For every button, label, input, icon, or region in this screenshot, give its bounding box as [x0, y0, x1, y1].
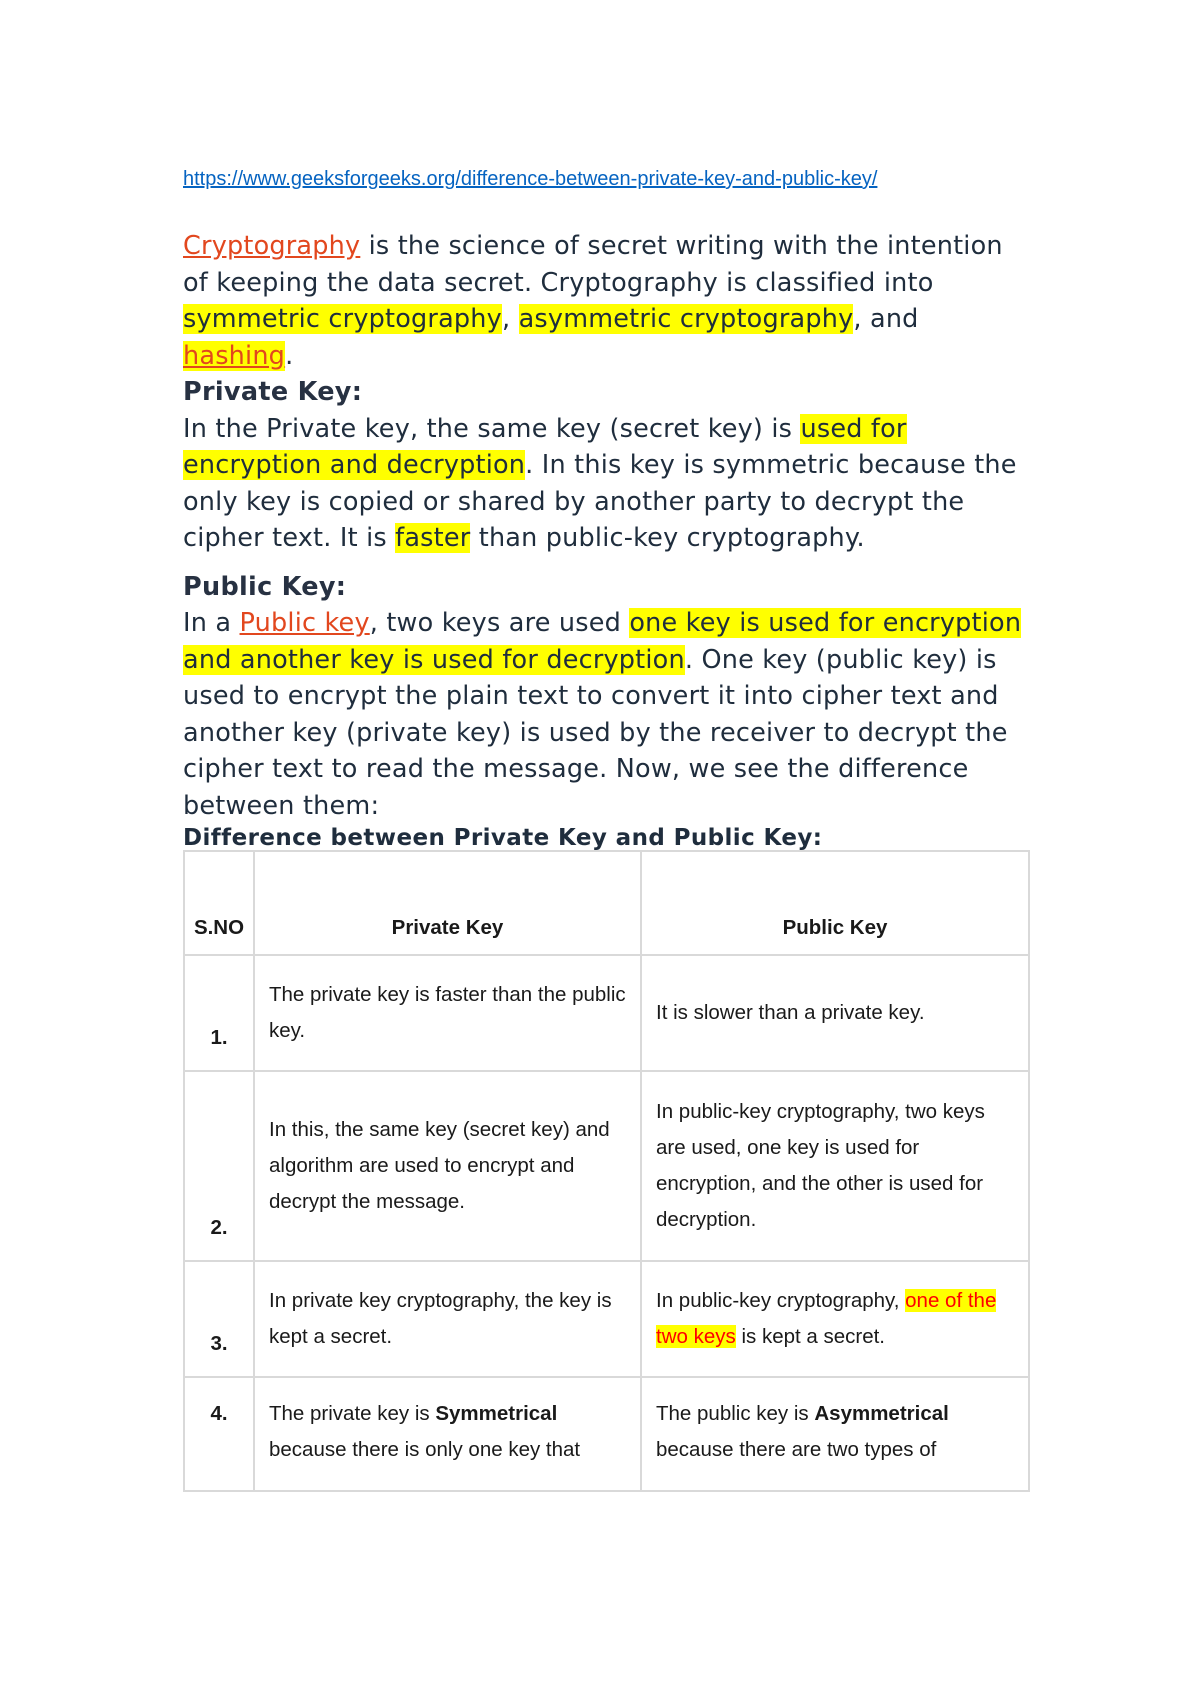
intro-comma: ,	[501, 304, 519, 334]
highlight-used-for-enc-dec: used for encryption and decryption	[183, 413, 907, 480]
table-header-row	[184, 851, 1029, 955]
private-text-2: . In this key is symmetric because the only key is copied or shared by another party to decrypt the cipher text. It is	[183, 450, 1017, 553]
row-4-private-bold: Symmetrical	[435, 1402, 558, 1425]
intro-period: .	[285, 340, 294, 371]
table-row	[184, 1261, 1029, 1377]
public-text-3: . One key (public key) is used to encrypt the plain text to convert it into cipher text and another key (private key) is used by the receiver to decrypt the cipher text to read the message. Now, we see the difference between them:	[183, 644, 1008, 821]
row-1-private: The private key is faster than the public key.	[254, 955, 641, 1071]
highlight-faster: faster	[395, 523, 471, 553]
highlight-asymmetric: asymmetric cryptography	[518, 304, 854, 334]
intro-text-1: is the science of secret writing with the intention of keeping the data secret. Cryptography is classified into	[183, 231, 1003, 298]
row-2-private: In this, the same key (secret key) and algorithm are used to encrypt and decrypt the message.	[254, 1071, 641, 1261]
row-4-sno: 4.	[184, 1377, 254, 1491]
hashing-link[interactable]: hashing	[183, 340, 286, 371]
row-3-sno: 3.	[184, 1261, 254, 1377]
row-4-private-post: because there is only one key that	[269, 1438, 581, 1461]
highlight-two-keys: one key is used for encryption and another key is used for decryption	[183, 608, 1022, 675]
public-text-1: In a	[183, 608, 240, 638]
intro-and: , and	[853, 304, 919, 334]
row-3-public-post: is kept a secret.	[735, 1325, 886, 1348]
private-key-heading: Private Key:	[183, 377, 363, 407]
row-3-public-pre: In public-key cryptography,	[656, 1289, 906, 1312]
header-private-key: Private Key	[254, 851, 641, 955]
table-title: Difference between Private Key and Public Key:	[183, 825, 823, 850]
header-sno: S.NO	[184, 851, 254, 955]
row-3-public-highlight: one of the two keys	[656, 1289, 997, 1348]
cryptography-link[interactable]: Cryptography	[183, 231, 361, 261]
row-2-sno: 2.	[184, 1071, 254, 1261]
row-3-private: In private key cryptography, the key is kept a secret.	[254, 1261, 641, 1377]
difference-table	[183, 850, 1030, 1492]
row-4-public-bold: Asymmetrical	[814, 1402, 949, 1425]
public-key-heading: Public Key:	[183, 571, 347, 602]
public-key-paragraph	[183, 605, 1028, 824]
row-3-public	[641, 1261, 1029, 1377]
header-public-key: Public Key	[641, 851, 1029, 955]
highlight-symmetric: symmetric cryptography	[183, 304, 502, 334]
private-text-3: than public-key cryptography.	[470, 523, 865, 553]
row-4-public	[641, 1377, 1029, 1491]
public-text-2: , two keys are used	[369, 608, 630, 638]
table-row	[184, 1071, 1029, 1261]
intro-paragraph	[183, 228, 1028, 374]
document-content	[183, 168, 1028, 1492]
row-2-public: In public-key cryptography, two keys are used, one key is used for encryption, and the other is used for decryption.	[641, 1071, 1029, 1261]
row-4-private	[254, 1377, 641, 1491]
row-1-public: It is slower than a private key.	[641, 955, 1029, 1071]
row-4-public-pre: The public key is	[656, 1402, 815, 1425]
row-4-public-post: because there are two types of	[656, 1438, 937, 1461]
private-key-paragraph	[183, 411, 1028, 557]
row-4-private-pre: The private key is	[269, 1402, 436, 1425]
private-text-1: In the Private key, the same key (secret key) is	[183, 413, 801, 444]
table-row	[184, 955, 1029, 1071]
row-1-sno: 1.	[184, 955, 254, 1071]
source-url-link[interactable]: https://www.geeksforgeeks.org/difference-between-private-key-and-public-key/	[183, 168, 878, 190]
public-key-link[interactable]: Public key	[239, 608, 370, 638]
table-row	[184, 1377, 1029, 1491]
